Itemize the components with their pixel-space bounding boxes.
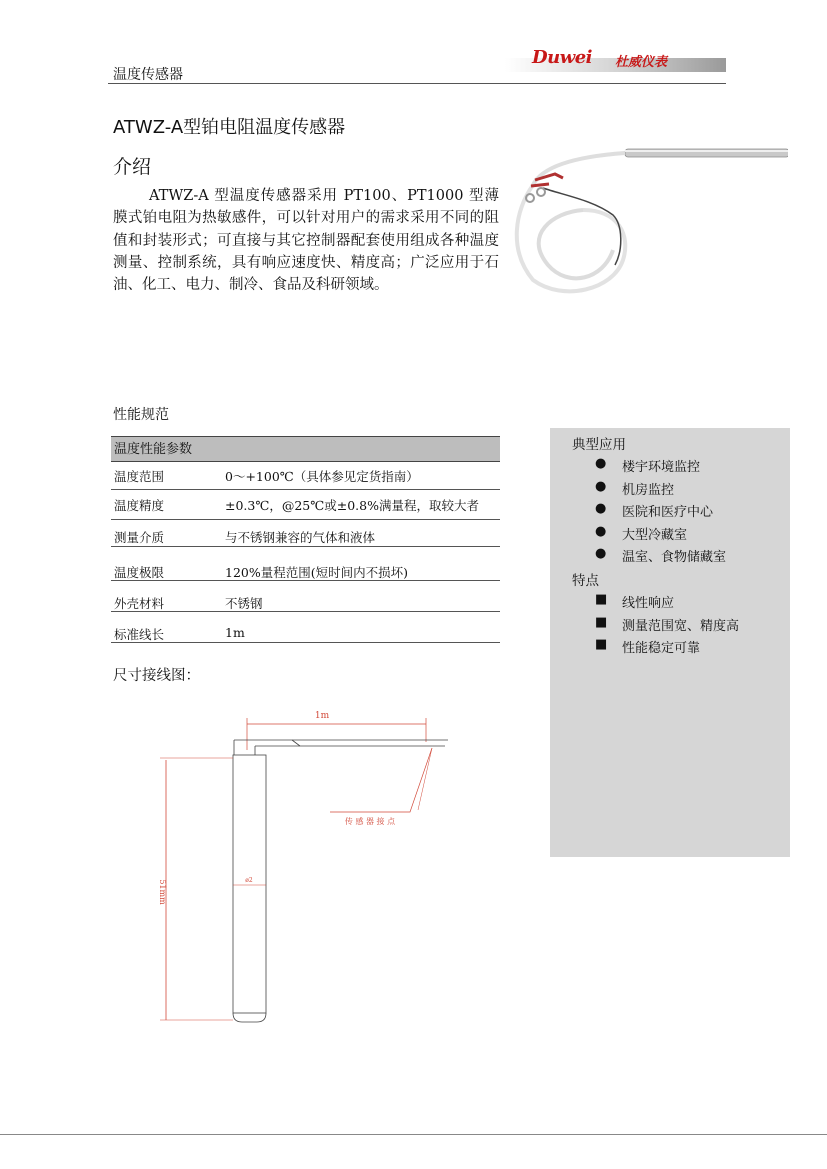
performance-heading: 性能规范 (113, 407, 169, 423)
panel-notch (537, 652, 550, 664)
spec-value: 0～+100℃（具体参见定货指南） (225, 469, 419, 484)
header-category: 温度传感器 (113, 67, 183, 83)
spec-value: 1m (225, 625, 245, 640)
applications-heading: 典型应用 (572, 437, 626, 453)
bullet-square-icon: ■ (595, 637, 608, 652)
features-heading: 特点 (572, 573, 599, 589)
application-item: 机房监控 (622, 483, 675, 498)
spec-value: 与不锈钢兼容的气体和液体 (225, 530, 376, 545)
application-item: 楼宇环境监控 (622, 460, 701, 475)
table-row (111, 520, 500, 547)
spec-table-title: 温度性能参数 (111, 436, 500, 462)
table-row (111, 612, 500, 643)
bullet-square-icon: ■ (595, 615, 608, 630)
header-divider (108, 83, 726, 84)
wiring-diagram (130, 700, 460, 1040)
document-title: ATWZ-A型铂电阻温度传感器 (113, 117, 346, 138)
table-row (111, 547, 500, 581)
connector-label: 传 感 器 接 点 (344, 817, 396, 826)
body-length-label: 51mm (158, 879, 167, 905)
brand-logo-cn: 杜威仪表 (615, 55, 668, 70)
spec-value: 不锈钢 (225, 596, 263, 611)
bullet-dot-icon: ● (595, 546, 607, 561)
spec-key: 温度极限 (114, 565, 165, 580)
bullet-dot-icon: ● (595, 479, 607, 494)
bullet-dot-icon: ● (595, 501, 607, 516)
feature-item: 性能稳定可靠 (622, 641, 701, 656)
table-row (111, 490, 500, 520)
product-photo (503, 140, 788, 300)
cable-length-label: 1m (314, 711, 330, 721)
spec-key: 外壳材料 (114, 596, 165, 611)
brand-logo: Duwei (532, 47, 592, 68)
feature-item: 测量范围宽、精度高 (622, 619, 740, 634)
spec-table (111, 436, 500, 643)
applications-panel (550, 428, 790, 857)
spec-key: 温度精度 (114, 498, 165, 513)
intro-text: ATWZ-A 型温度传感器采用 PT100、PT1000 型薄膜式铂电阻为热敏感件，可以针对用户的需求采用不同的阻值和封装形式；可直接与其它控制器配套使用组成各种温度测量、控制系统，具有响应速度快、精度高；广泛应用于石油、化工、电力、制冷、食品及科研领域。 (113, 188, 499, 294)
intro-heading: 介绍 (113, 156, 152, 178)
feature-item: 线性响应 (622, 596, 675, 611)
bullet-square-icon: ■ (595, 592, 608, 607)
spec-key: 标准线长 (114, 627, 165, 642)
footer-divider (0, 1134, 827, 1135)
spec-value: ±0.3℃，@25℃或±0.8%满量程，取较大者 (225, 498, 479, 513)
diameter-label: ø2 (245, 877, 253, 884)
application-item: 温室、食物储藏室 (622, 550, 727, 565)
application-item: 医院和医疗中心 (622, 505, 714, 520)
intro-paragraph (113, 185, 499, 296)
spec-key: 测量介质 (114, 530, 165, 545)
application-item: 大型冷藏室 (622, 528, 688, 543)
table-row (111, 462, 500, 490)
table-row (111, 581, 500, 612)
spec-key: 温度范围 (114, 469, 165, 484)
bullet-dot-icon: ● (595, 456, 607, 471)
bullet-dot-icon: ● (595, 524, 607, 539)
spec-value: 120%量程范围(短时间内不损坏) (225, 565, 408, 580)
dimension-heading: 尺寸接线图： (113, 668, 200, 684)
